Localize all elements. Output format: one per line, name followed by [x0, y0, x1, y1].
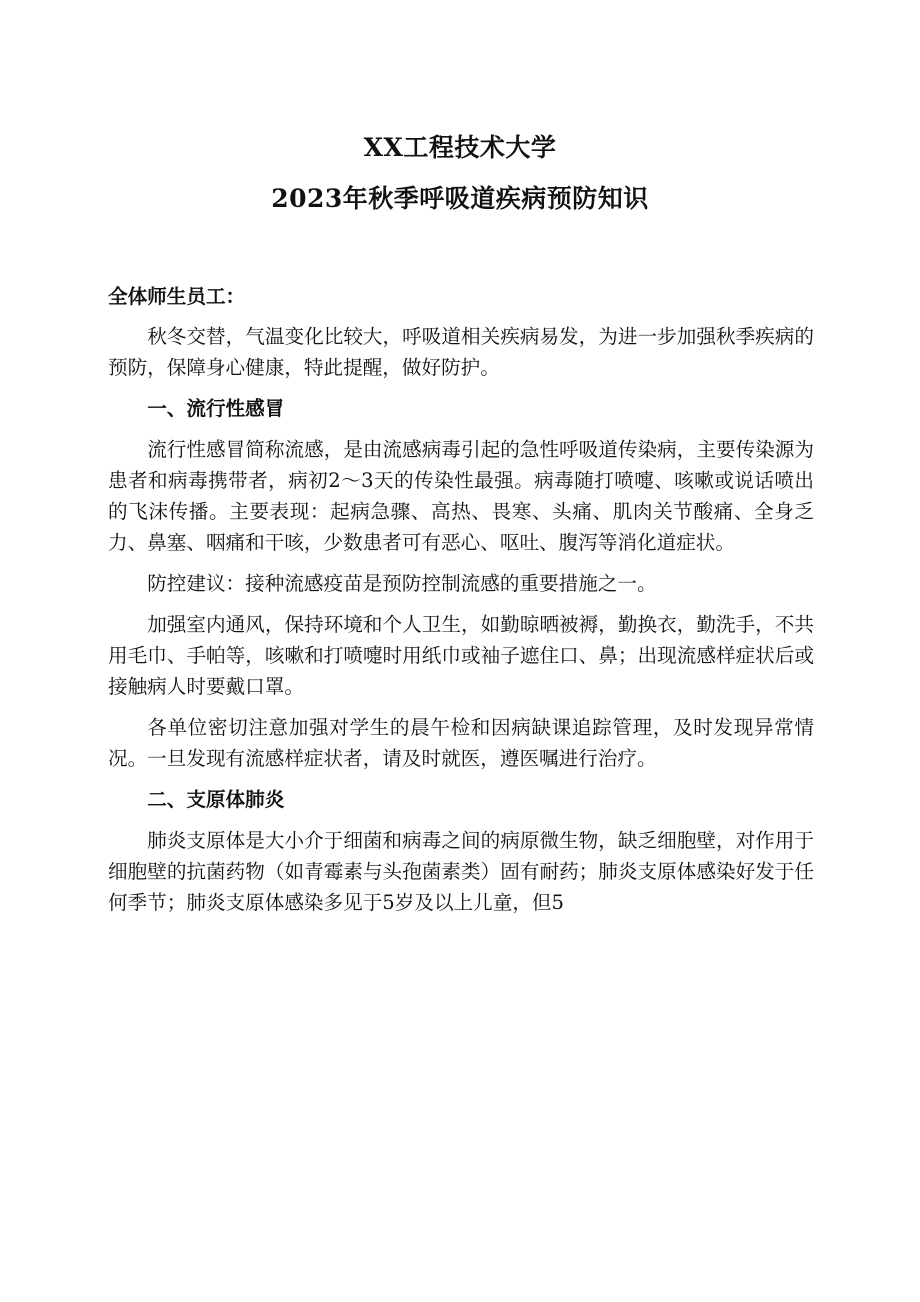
influenza-paragraph: 加强室内通风，保持环境和个人卫生，如勤晾晒被褥，勤换衣，勤洗手，不共用毛巾、手帕等，咳嗽和打喷嚏时用纸巾或袖子遮住口、鼻；出现流感样症状后或接触病人时要戴口罩。 — [108, 613, 814, 698]
section-heading-influenza: 一、流行性感冒 — [147, 397, 285, 420]
influenza-paragraph: 各单位密切注意加强对学生的晨午检和因病缺课追踪管理，及时发现异常情况。一旦发现有流感样症状者，请及时就医，遵医嘱进行治疗。 — [108, 716, 814, 770]
mycoplasma-paragraph: 肺炎支原体是大小介于细菌和病毒之间的病原微生物，缺乏细胞壁，对作用于细胞壁的抗菌药物（如青霉素与头孢菌素类）固有耐药；肺炎支原体感染好发于任何季节；肺炎支原体感染多见于5岁及以上儿童，但5 — [108, 829, 814, 914]
influenza-paragraph: 流行性感冒简称流感，是由流感病毒引起的急性呼吸道传染病，主要传染源为患者和病毒携带者，病初2〜3天的传染性最强。病毒随打喷嚏、咳嗽或说话喷出的飞沫传播。主要表现：起病急骤、高热、畏寒、头痛、肌肉关节酸痛、全身乏力、鼻塞、咽痛和干咳，少数患者可有恶心、呕吐、腹泻等消化道症状。 — [108, 438, 814, 554]
salutation: 全体师生员工： — [108, 285, 246, 308]
document-title-line1: XX工程技术大学 — [363, 133, 557, 162]
document-body — [108, 281, 814, 928]
intro-paragraph: 秋冬交替，气温变化比较大，呼吸道相关疾病易发，为进一步加强秋季疾病的预防，保障身心健康，特此提醒，做好防护。 — [108, 325, 814, 379]
influenza-paragraph: 防控建议：接种流感疫苗是预防控制流感的重要措施之一。 — [147, 572, 657, 595]
document-title-line2: 2023年秋季呼吸道疾病预防知识 — [271, 184, 649, 213]
section-heading-mycoplasma: 二、支原体肺炎 — [147, 788, 285, 811]
